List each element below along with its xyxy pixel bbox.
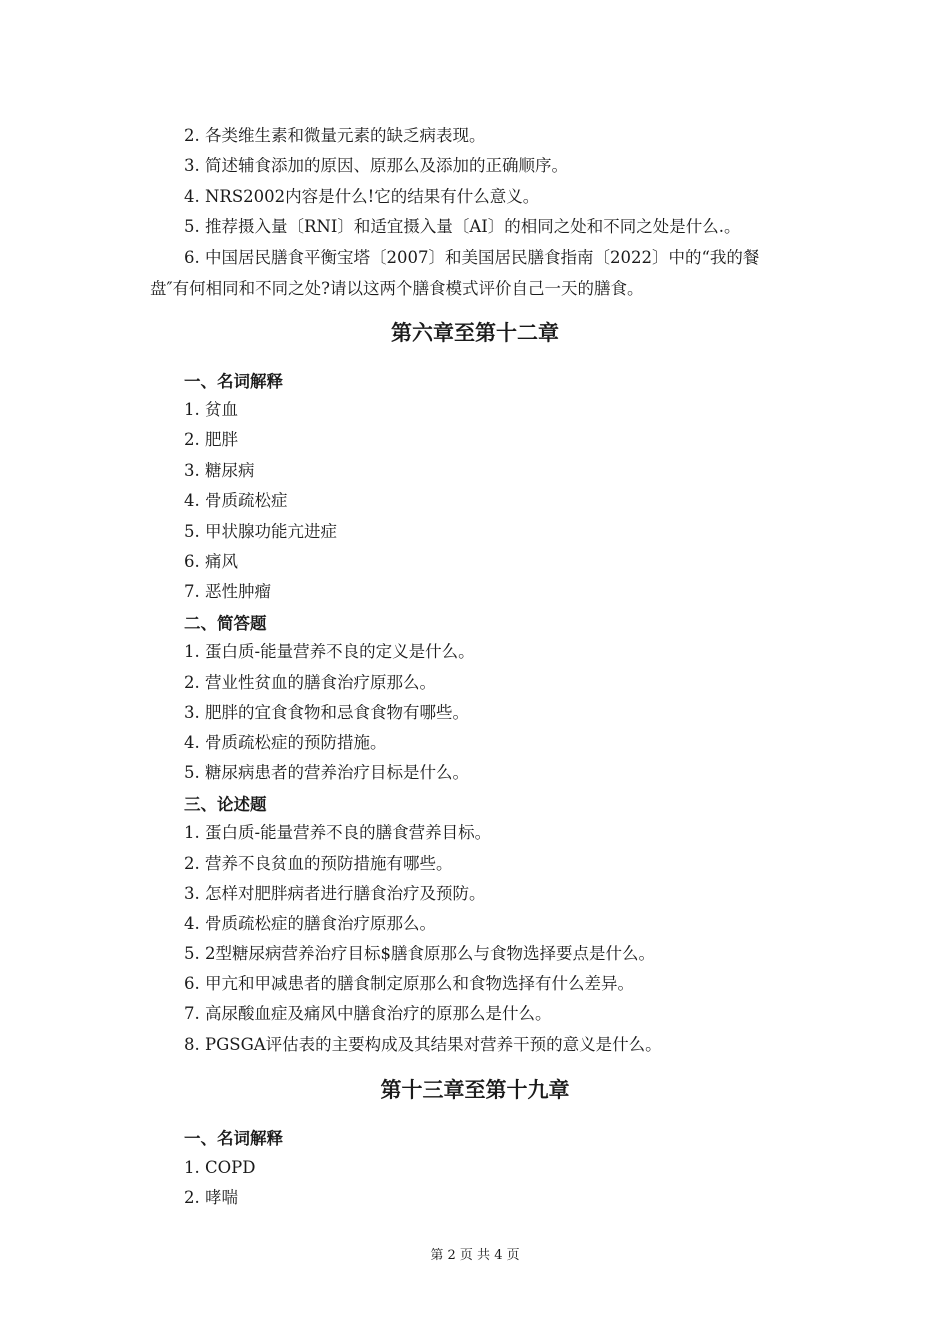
essay-item: 8. PGSGA评估表的主要构成及其结果对营养干预的意义是什么。 xyxy=(184,1035,662,1054)
essay-item: 5. 2型糖尿病营养治疗目标$膳食原那么与食物选择要点是什么。 xyxy=(184,944,655,963)
section-heading: 一、名词解释 xyxy=(184,372,283,391)
term-item: 6. 痛风 xyxy=(184,552,238,571)
question-item: 6. 中国居民膳食平衡宝塔〔2007〕和美国居民膳食指南〔2022〕中的“我的餐 xyxy=(184,248,760,267)
question-item: 2. 各类维生素和微量元素的缺乏病表现。 xyxy=(184,126,486,145)
section-heading: 三、论述题 xyxy=(184,795,267,814)
page-footer: 第 2 页 共 4 页 xyxy=(430,1248,520,1263)
question-item-continuation: 盘″有何相同和不同之处?请以这两个膳食模式评价自己一天的膳食。 xyxy=(150,279,644,298)
term-item: 2. 哮喘 xyxy=(184,1188,238,1207)
essay-item: 3. 怎样对肥胖病者进行膳食治疗及预防。 xyxy=(184,884,486,903)
term-item: 2. 肥胖 xyxy=(184,430,238,449)
term-item: 5. 甲状腺功能亢进症 xyxy=(184,522,337,541)
term-item: 3. 糖尿病 xyxy=(184,461,255,480)
term-item: 1. COPD xyxy=(184,1158,256,1177)
essay-item: 1. 蛋白质-能量营养不良的膳食营养目标。 xyxy=(184,823,492,842)
essay-item: 7. 高尿酸血症及痛风中膳食治疗的原那么是什么。 xyxy=(184,1004,552,1023)
question-item: 1. 蛋白质-能量营养不良的定义是什么。 xyxy=(184,642,475,661)
question-item: 3. 肥胖的宜食食物和忌食食物有哪些。 xyxy=(184,703,469,722)
essay-item: 4. 骨质疏松症的膳食治疗原那么。 xyxy=(184,914,436,933)
question-item: 2. 营业性贫血的膳食治疗原那么。 xyxy=(184,673,436,692)
question-item: 5. 糖尿病患者的营养治疗目标是什么。 xyxy=(184,763,469,782)
question-item: 4. 骨质疏松症的预防措施。 xyxy=(184,733,387,752)
essay-item: 2. 营养不良贫血的预防措施有哪些。 xyxy=(184,854,453,873)
term-item: 7. 恶性肿瘤 xyxy=(184,582,271,601)
term-item: 1. 贫血 xyxy=(184,400,238,419)
section-heading: 一、名词解释 xyxy=(184,1129,283,1148)
question-item: 3. 简述辅食添加的原因、原那么及添加的正确顺序。 xyxy=(184,156,568,175)
term-item: 4. 骨质疏松症 xyxy=(184,491,288,510)
chapter-title: 第十三章至第十九章 xyxy=(380,1078,570,1102)
question-item: 5. 推荐摄入量〔RNI〕和适宜摄入量〔AI〕的相同之处和不同之处是什么.。 xyxy=(184,217,741,236)
chapter-title: 第六章至第十二章 xyxy=(391,321,559,345)
section-heading: 二、简答题 xyxy=(184,614,267,633)
question-item: 4. NRS2002内容是什么!它的结果有什么意义。 xyxy=(184,187,540,206)
essay-item: 6. 甲亢和甲减患者的膳食制定原那么和食物选择有什么差异。 xyxy=(184,974,634,993)
